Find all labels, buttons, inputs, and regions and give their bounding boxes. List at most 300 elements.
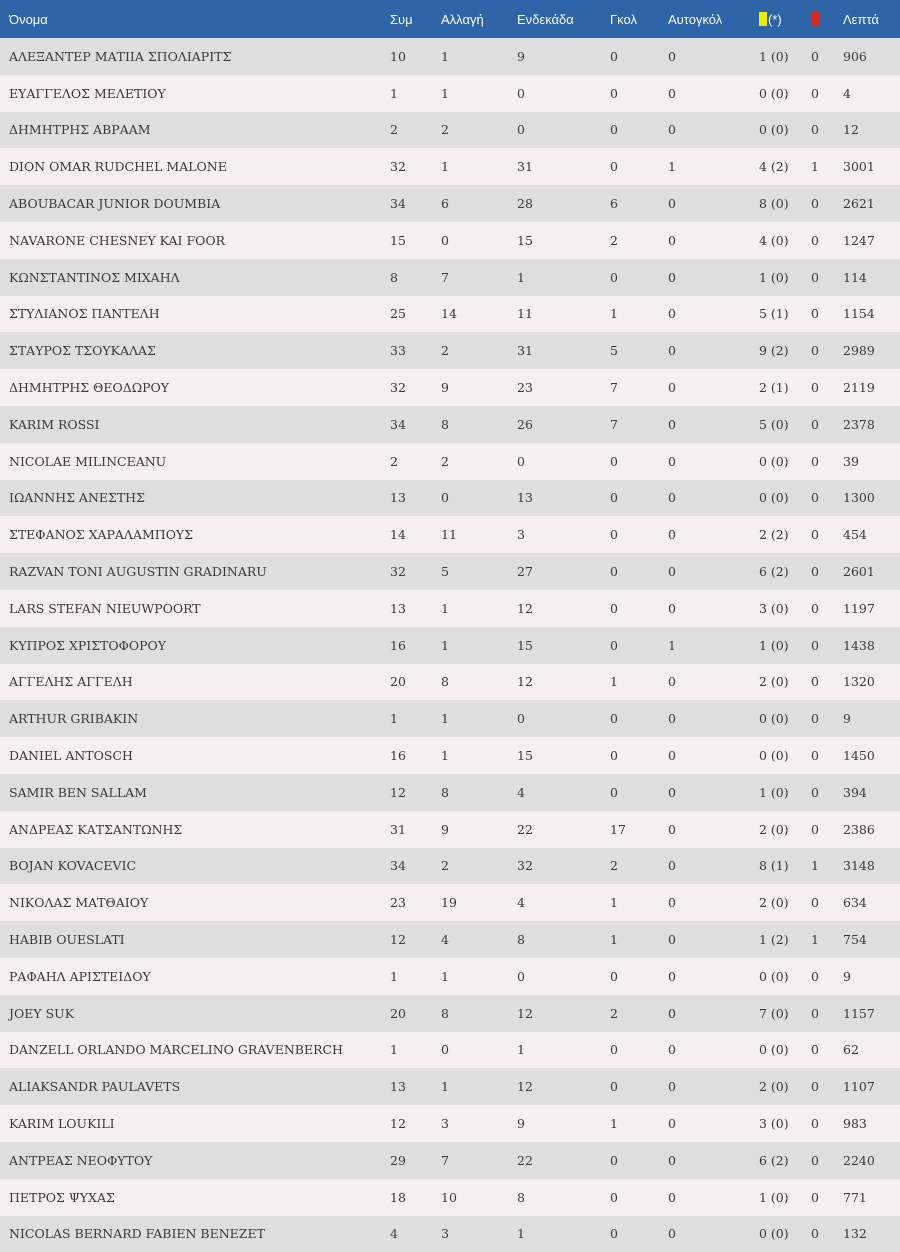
cell-minutes: 132 — [843, 1216, 900, 1252]
cell-subs: 8 — [441, 995, 517, 1032]
cell-red-cards: 0 — [811, 553, 843, 590]
cell-subs: 7 — [441, 259, 517, 296]
cell-minutes: 1438 — [843, 627, 900, 664]
cell-apps: 25 — [390, 296, 441, 333]
cell-name: ΚΥΠΡΟΣ ΧΡΙΣΤΟΦΟΡΟΥ — [0, 627, 390, 664]
cell-red-cards: 0 — [811, 590, 843, 627]
cell-apps: 18 — [390, 1179, 441, 1216]
cell-starts: 4 — [517, 774, 610, 811]
cell-name: ΙΩΑΝΝΗΣ ΑΝΕΣΤΗΣ — [0, 480, 390, 517]
cell-goals: 0 — [610, 553, 668, 590]
cell-apps: 10 — [390, 38, 441, 75]
cell-subs: 0 — [441, 480, 517, 517]
cell-starts: 13 — [517, 480, 610, 517]
cell-subs: 7 — [441, 1142, 517, 1179]
cell-yellow-cards: 1 (0) — [759, 627, 811, 664]
cell-minutes: 2119 — [843, 369, 900, 406]
cell-goals: 0 — [610, 259, 668, 296]
cell-yellow-cards: 0 (0) — [759, 1032, 811, 1069]
cell-apps: 29 — [390, 1142, 441, 1179]
cell-red-cards: 0 — [811, 296, 843, 333]
cell-name: NICOLAE MILINCEANU — [0, 443, 390, 480]
table-row — [0, 480, 900, 517]
cell-goals: 6 — [610, 185, 668, 222]
cell-own-goals: 0 — [668, 443, 759, 480]
yellow-card-icon — [759, 12, 767, 26]
cell-name: KARIM LOUKILI — [0, 1105, 390, 1142]
cell-name: ΔΗΜΗΤΡΗΣ ΘΕΟΔΩΡΟΥ — [0, 369, 390, 406]
cell-red-cards: 1 — [811, 848, 843, 885]
cell-name: LARS STEFAN NIEUWPOORT — [0, 590, 390, 627]
cell-subs: 1 — [441, 590, 517, 627]
cell-yellow-cards: 6 (2) — [759, 1142, 811, 1179]
table-row — [0, 443, 900, 480]
cell-starts: 32 — [517, 848, 610, 885]
cell-own-goals: 0 — [668, 1068, 759, 1105]
cell-starts: 0 — [517, 112, 610, 149]
cell-name: ΣΤΑΥΡΟΣ ΤΣΟΥΚΑΛΑΣ — [0, 332, 390, 369]
cell-subs: 6 — [441, 185, 517, 222]
table-header-row — [0, 0, 900, 38]
cell-starts: 4 — [517, 884, 610, 921]
cell-apps: 1 — [390, 75, 441, 112]
cell-goals: 5 — [610, 332, 668, 369]
cell-yellow-cards: 3 (0) — [759, 1105, 811, 1142]
table-row — [0, 958, 900, 995]
cell-red-cards: 0 — [811, 406, 843, 443]
cell-subs: 9 — [441, 369, 517, 406]
cell-own-goals: 1 — [668, 148, 759, 185]
cell-yellow-cards: 1 (0) — [759, 1179, 811, 1216]
cell-goals: 0 — [610, 1179, 668, 1216]
cell-goals: 2 — [610, 222, 668, 259]
cell-subs: 8 — [441, 664, 517, 701]
col-header-starts[interactable]: Ενδεκάδα — [517, 0, 610, 38]
cell-minutes: 394 — [843, 774, 900, 811]
cell-apps: 13 — [390, 480, 441, 517]
cell-red-cards: 0 — [811, 774, 843, 811]
cell-starts: 22 — [517, 1142, 610, 1179]
cell-yellow-cards: 0 (0) — [759, 443, 811, 480]
cell-name: BOJAN KOVACEVIC — [0, 848, 390, 885]
cell-minutes: 114 — [843, 259, 900, 296]
cell-yellow-cards: 2 (1) — [759, 369, 811, 406]
cell-apps: 4 — [390, 1216, 441, 1252]
cell-name: ΚΩΝΣΤΑΝΤΙΝΟΣ ΜΙΧΑΗΛ — [0, 259, 390, 296]
cell-subs: 2 — [441, 848, 517, 885]
cell-yellow-cards: 9 (2) — [759, 332, 811, 369]
cell-goals: 0 — [610, 700, 668, 737]
cell-apps: 1 — [390, 958, 441, 995]
cell-starts: 12 — [517, 590, 610, 627]
cell-subs: 9 — [441, 811, 517, 848]
cell-own-goals: 0 — [668, 884, 759, 921]
cell-red-cards: 0 — [811, 75, 843, 112]
cell-yellow-cards: 1 (0) — [759, 38, 811, 75]
cell-own-goals: 0 — [668, 590, 759, 627]
cell-minutes: 2240 — [843, 1142, 900, 1179]
cell-own-goals: 0 — [668, 222, 759, 259]
cell-apps: 8 — [390, 259, 441, 296]
cell-subs: 0 — [441, 222, 517, 259]
cell-apps: 12 — [390, 921, 441, 958]
cell-own-goals: 0 — [668, 112, 759, 149]
cell-red-cards: 0 — [811, 38, 843, 75]
cell-apps: 32 — [390, 148, 441, 185]
cell-red-cards: 0 — [811, 222, 843, 259]
cell-own-goals: 0 — [668, 553, 759, 590]
cell-name: ΣΤΕΦΑΝΟΣ ΧΑΡΑΛΑΜΠΟΥΣ — [0, 516, 390, 553]
table-row — [0, 995, 900, 1032]
cell-goals: 1 — [610, 884, 668, 921]
cell-yellow-cards: 2 (0) — [759, 811, 811, 848]
cell-minutes: 3001 — [843, 148, 900, 185]
cell-minutes: 1247 — [843, 222, 900, 259]
cell-yellow-cards: 4 (2) — [759, 148, 811, 185]
cell-yellow-cards: 0 (0) — [759, 480, 811, 517]
cell-starts: 31 — [517, 332, 610, 369]
cell-subs: 19 — [441, 884, 517, 921]
col-header-apps[interactable]: Συμ — [390, 0, 441, 38]
cell-name: HABIB OUESLATI — [0, 921, 390, 958]
cell-goals: 0 — [610, 443, 668, 480]
col-header-own-goals[interactable]: Αυτογκόλ — [668, 0, 759, 38]
cell-yellow-cards: 3 (0) — [759, 590, 811, 627]
cell-minutes: 771 — [843, 1179, 900, 1216]
cell-red-cards: 0 — [811, 811, 843, 848]
cell-apps: 32 — [390, 369, 441, 406]
cell-goals: 0 — [610, 958, 668, 995]
cell-name: ΡΑΦΑΗΛ ΑΡΙΣΤΕΙΔΟΥ — [0, 958, 390, 995]
cell-subs: 1 — [441, 38, 517, 75]
cell-apps: 16 — [390, 737, 441, 774]
cell-starts: 0 — [517, 700, 610, 737]
cell-own-goals: 0 — [668, 1032, 759, 1069]
cell-starts: 0 — [517, 443, 610, 480]
table-row — [0, 148, 900, 185]
cell-minutes: 2989 — [843, 332, 900, 369]
cell-goals: 7 — [610, 406, 668, 443]
table-row — [0, 1179, 900, 1216]
cell-apps: 1 — [390, 1032, 441, 1069]
table-row — [0, 185, 900, 222]
cell-minutes: 634 — [843, 884, 900, 921]
cell-own-goals: 0 — [668, 848, 759, 885]
table-row — [0, 332, 900, 369]
table-row — [0, 259, 900, 296]
cell-goals: 0 — [610, 1216, 668, 1252]
table-row — [0, 1068, 900, 1105]
cell-yellow-cards: 4 (0) — [759, 222, 811, 259]
cell-red-cards: 1 — [811, 148, 843, 185]
cell-goals: 2 — [610, 848, 668, 885]
cell-subs: 1 — [441, 700, 517, 737]
cell-goals: 1 — [610, 664, 668, 701]
cell-yellow-cards: 2 (0) — [759, 1068, 811, 1105]
cell-goals: 1 — [610, 296, 668, 333]
cell-starts: 9 — [517, 1105, 610, 1142]
table-row — [0, 406, 900, 443]
cell-goals: 0 — [610, 627, 668, 664]
cell-starts: 9 — [517, 38, 610, 75]
cell-minutes: 1320 — [843, 664, 900, 701]
cell-goals: 7 — [610, 369, 668, 406]
cell-own-goals: 0 — [668, 1105, 759, 1142]
cell-subs: 1 — [441, 1068, 517, 1105]
cell-yellow-cards: 8 (1) — [759, 848, 811, 885]
cell-minutes: 4 — [843, 75, 900, 112]
cell-name: ΣΤΥΛΙΑΝΟΣ ΠΑΝΤΕΛΗ — [0, 296, 390, 333]
cell-own-goals: 0 — [668, 332, 759, 369]
cell-own-goals: 0 — [668, 664, 759, 701]
cell-minutes: 454 — [843, 516, 900, 553]
cell-own-goals: 0 — [668, 296, 759, 333]
cell-starts: 12 — [517, 1068, 610, 1105]
cell-own-goals: 0 — [668, 811, 759, 848]
cell-own-goals: 0 — [668, 185, 759, 222]
cell-red-cards: 0 — [811, 1068, 843, 1105]
cell-apps: 2 — [390, 443, 441, 480]
col-header-red-cards[interactable] — [811, 0, 843, 38]
cell-red-cards: 0 — [811, 185, 843, 222]
cell-goals: 0 — [610, 38, 668, 75]
cell-goals: 0 — [610, 1068, 668, 1105]
cell-own-goals: 0 — [668, 480, 759, 517]
table-row — [0, 664, 900, 701]
cell-apps: 15 — [390, 222, 441, 259]
table-row — [0, 1105, 900, 1142]
table-row — [0, 38, 900, 75]
cell-name: DANZELL ORLANDO MARCELINO GRAVENBERCH — [0, 1032, 390, 1069]
table-row — [0, 369, 900, 406]
cell-own-goals: 0 — [668, 369, 759, 406]
cell-name: JOEY SUK — [0, 995, 390, 1032]
cell-name: DION OMAR RUDCHEL MALONE — [0, 148, 390, 185]
cell-minutes: 12 — [843, 112, 900, 149]
cell-name: ΑΝΤΡΕΑΣ ΝΕΟΦΥΤΟΥ — [0, 1142, 390, 1179]
cell-yellow-cards: 0 (0) — [759, 75, 811, 112]
red-card-icon — [811, 12, 819, 26]
table-row — [0, 1216, 900, 1252]
cell-red-cards: 0 — [811, 1142, 843, 1179]
cell-red-cards: 0 — [811, 995, 843, 1032]
table-row — [0, 627, 900, 664]
col-header-subs[interactable]: Αλλαγή — [441, 0, 517, 38]
cell-own-goals: 0 — [668, 1179, 759, 1216]
cell-goals: 0 — [610, 148, 668, 185]
cell-minutes: 1107 — [843, 1068, 900, 1105]
cell-subs: 1 — [441, 627, 517, 664]
cell-starts: 23 — [517, 369, 610, 406]
cell-minutes: 754 — [843, 921, 900, 958]
cell-starts: 15 — [517, 222, 610, 259]
cell-starts: 22 — [517, 811, 610, 848]
cell-name: NAVARONE CHESNEY KAI FOOR — [0, 222, 390, 259]
cell-red-cards: 0 — [811, 737, 843, 774]
cell-apps: 2 — [390, 112, 441, 149]
cell-name: RAZVAN TONI AUGUSTIN GRADINARU — [0, 553, 390, 590]
cell-subs: 8 — [441, 774, 517, 811]
cell-apps: 32 — [390, 553, 441, 590]
cell-goals: 0 — [610, 516, 668, 553]
cell-subs: 8 — [441, 406, 517, 443]
cell-own-goals: 0 — [668, 75, 759, 112]
cell-goals: 1 — [610, 1105, 668, 1142]
table-row — [0, 921, 900, 958]
table-row — [0, 1142, 900, 1179]
cell-own-goals: 0 — [668, 1142, 759, 1179]
cell-red-cards: 0 — [811, 884, 843, 921]
cell-yellow-cards: 0 (0) — [759, 737, 811, 774]
cell-starts: 1 — [517, 259, 610, 296]
cell-goals: 0 — [610, 75, 668, 112]
table-row — [0, 848, 900, 885]
cell-subs: 5 — [441, 553, 517, 590]
cell-subs: 1 — [441, 958, 517, 995]
table-row — [0, 774, 900, 811]
cell-minutes: 1300 — [843, 480, 900, 517]
col-header-goals[interactable]: Γκολ — [610, 0, 668, 38]
cell-starts: 12 — [517, 664, 610, 701]
cell-subs: 11 — [441, 516, 517, 553]
table-row — [0, 884, 900, 921]
table-row — [0, 75, 900, 112]
cell-starts: 1 — [517, 1032, 610, 1069]
cell-subs: 3 — [441, 1105, 517, 1142]
cell-apps: 34 — [390, 185, 441, 222]
cell-yellow-cards: 5 (1) — [759, 296, 811, 333]
cell-own-goals: 0 — [668, 259, 759, 296]
cell-starts: 27 — [517, 553, 610, 590]
cell-own-goals: 0 — [668, 774, 759, 811]
cell-red-cards: 0 — [811, 112, 843, 149]
table-row — [0, 811, 900, 848]
col-header-yellow-cards[interactable] — [759, 0, 811, 38]
cell-goals: 1 — [610, 921, 668, 958]
cell-goals: 17 — [610, 811, 668, 848]
cell-minutes: 2386 — [843, 811, 900, 848]
col-header-minutes[interactable]: Λεπτά — [843, 0, 900, 38]
cell-minutes: 9 — [843, 958, 900, 995]
cell-starts: 3 — [517, 516, 610, 553]
cell-name: ALIAKSANDR PAULAVETS — [0, 1068, 390, 1105]
cell-yellow-cards: 0 (0) — [759, 700, 811, 737]
cell-goals: 0 — [610, 480, 668, 517]
cell-subs: 1 — [441, 737, 517, 774]
cell-goals: 0 — [610, 774, 668, 811]
cell-goals: 0 — [610, 1142, 668, 1179]
cell-name: ΔΗΜΗΤΡΗΣ ΑΒΡΑΑΜ — [0, 112, 390, 149]
cell-minutes: 2378 — [843, 406, 900, 443]
cell-yellow-cards: 1 (2) — [759, 921, 811, 958]
cell-name: ΝΙΚΟΛΑΣ ΜΑΤΘΑΙΟΥ — [0, 884, 390, 921]
cell-name: ΕΥΑΓΓΕΛΟΣ ΜΕΛΕΤΙΟΥ — [0, 75, 390, 112]
cell-yellow-cards: 2 (0) — [759, 664, 811, 701]
cell-apps: 20 — [390, 995, 441, 1032]
cell-red-cards: 0 — [811, 516, 843, 553]
cell-red-cards: 0 — [811, 332, 843, 369]
cell-name: ΠΕΤΡΟΣ ΨΥΧΑΣ — [0, 1179, 390, 1216]
cell-minutes: 983 — [843, 1105, 900, 1142]
cell-red-cards: 0 — [811, 259, 843, 296]
cell-own-goals: 0 — [668, 1216, 759, 1252]
cell-subs: 2 — [441, 112, 517, 149]
cell-apps: 23 — [390, 884, 441, 921]
cell-yellow-cards: 1 (0) — [759, 259, 811, 296]
cell-minutes: 906 — [843, 38, 900, 75]
table-row — [0, 590, 900, 627]
cell-name: ΑΓΓΕΛΗΣ ΑΓΓΕΛΗ — [0, 664, 390, 701]
cell-red-cards: 0 — [811, 664, 843, 701]
cell-apps: 12 — [390, 1105, 441, 1142]
cell-goals: 0 — [610, 1032, 668, 1069]
cell-starts: 8 — [517, 1179, 610, 1216]
cell-red-cards: 0 — [811, 369, 843, 406]
cell-red-cards: 0 — [811, 1032, 843, 1069]
cell-subs: 3 — [441, 1216, 517, 1252]
cell-yellow-cards: 1 (0) — [759, 774, 811, 811]
cell-name: ΑΝΔΡΕΑΣ ΚΑΤΣΑΝΤΩΝΗΣ — [0, 811, 390, 848]
cell-own-goals: 1 — [668, 627, 759, 664]
cell-yellow-cards: 8 (0) — [759, 185, 811, 222]
cell-goals: 0 — [610, 737, 668, 774]
cell-subs: 0 — [441, 1032, 517, 1069]
cell-name: SAMIR BEN SALLAM — [0, 774, 390, 811]
cell-apps: 12 — [390, 774, 441, 811]
cell-minutes: 2621 — [843, 185, 900, 222]
cell-red-cards: 0 — [811, 443, 843, 480]
table-row — [0, 737, 900, 774]
cell-red-cards: 0 — [811, 958, 843, 995]
cell-subs: 1 — [441, 75, 517, 112]
cell-apps: 14 — [390, 516, 441, 553]
cell-name: DANIEL ANTOSCH — [0, 737, 390, 774]
table-row — [0, 700, 900, 737]
table-row — [0, 553, 900, 590]
cell-minutes: 1450 — [843, 737, 900, 774]
cell-starts: 15 — [517, 737, 610, 774]
cell-red-cards: 1 — [811, 921, 843, 958]
cell-own-goals: 0 — [668, 38, 759, 75]
cell-starts: 15 — [517, 627, 610, 664]
cell-yellow-cards: 7 (0) — [759, 995, 811, 1032]
cell-name: KARIM ROSSI — [0, 406, 390, 443]
yellow-header-label: (*) — [768, 12, 782, 27]
cell-apps: 13 — [390, 590, 441, 627]
cell-red-cards: 0 — [811, 1179, 843, 1216]
cell-red-cards: 0 — [811, 700, 843, 737]
table-row — [0, 222, 900, 259]
cell-own-goals: 0 — [668, 737, 759, 774]
cell-starts: 12 — [517, 995, 610, 1032]
cell-subs: 10 — [441, 1179, 517, 1216]
cell-apps: 34 — [390, 848, 441, 885]
cell-name: ΑΛΕΞΑΝΤΕΡ ΜΑΤΙΙΑ ΣΠΟΛΙΑΡΙΤΣ — [0, 38, 390, 75]
cell-minutes: 3148 — [843, 848, 900, 885]
cell-own-goals: 0 — [668, 995, 759, 1032]
cell-apps: 1 — [390, 700, 441, 737]
cell-own-goals: 0 — [668, 921, 759, 958]
cell-name: NICOLAS BERNARD FABIEN BENEZET — [0, 1216, 390, 1252]
cell-minutes: 2601 — [843, 553, 900, 590]
col-header-name[interactable]: Όνομα — [0, 0, 390, 38]
cell-minutes: 1157 — [843, 995, 900, 1032]
cell-subs: 1 — [441, 148, 517, 185]
cell-yellow-cards: 0 (0) — [759, 958, 811, 995]
cell-starts: 1 — [517, 1216, 610, 1252]
cell-starts: 26 — [517, 406, 610, 443]
cell-starts: 8 — [517, 921, 610, 958]
